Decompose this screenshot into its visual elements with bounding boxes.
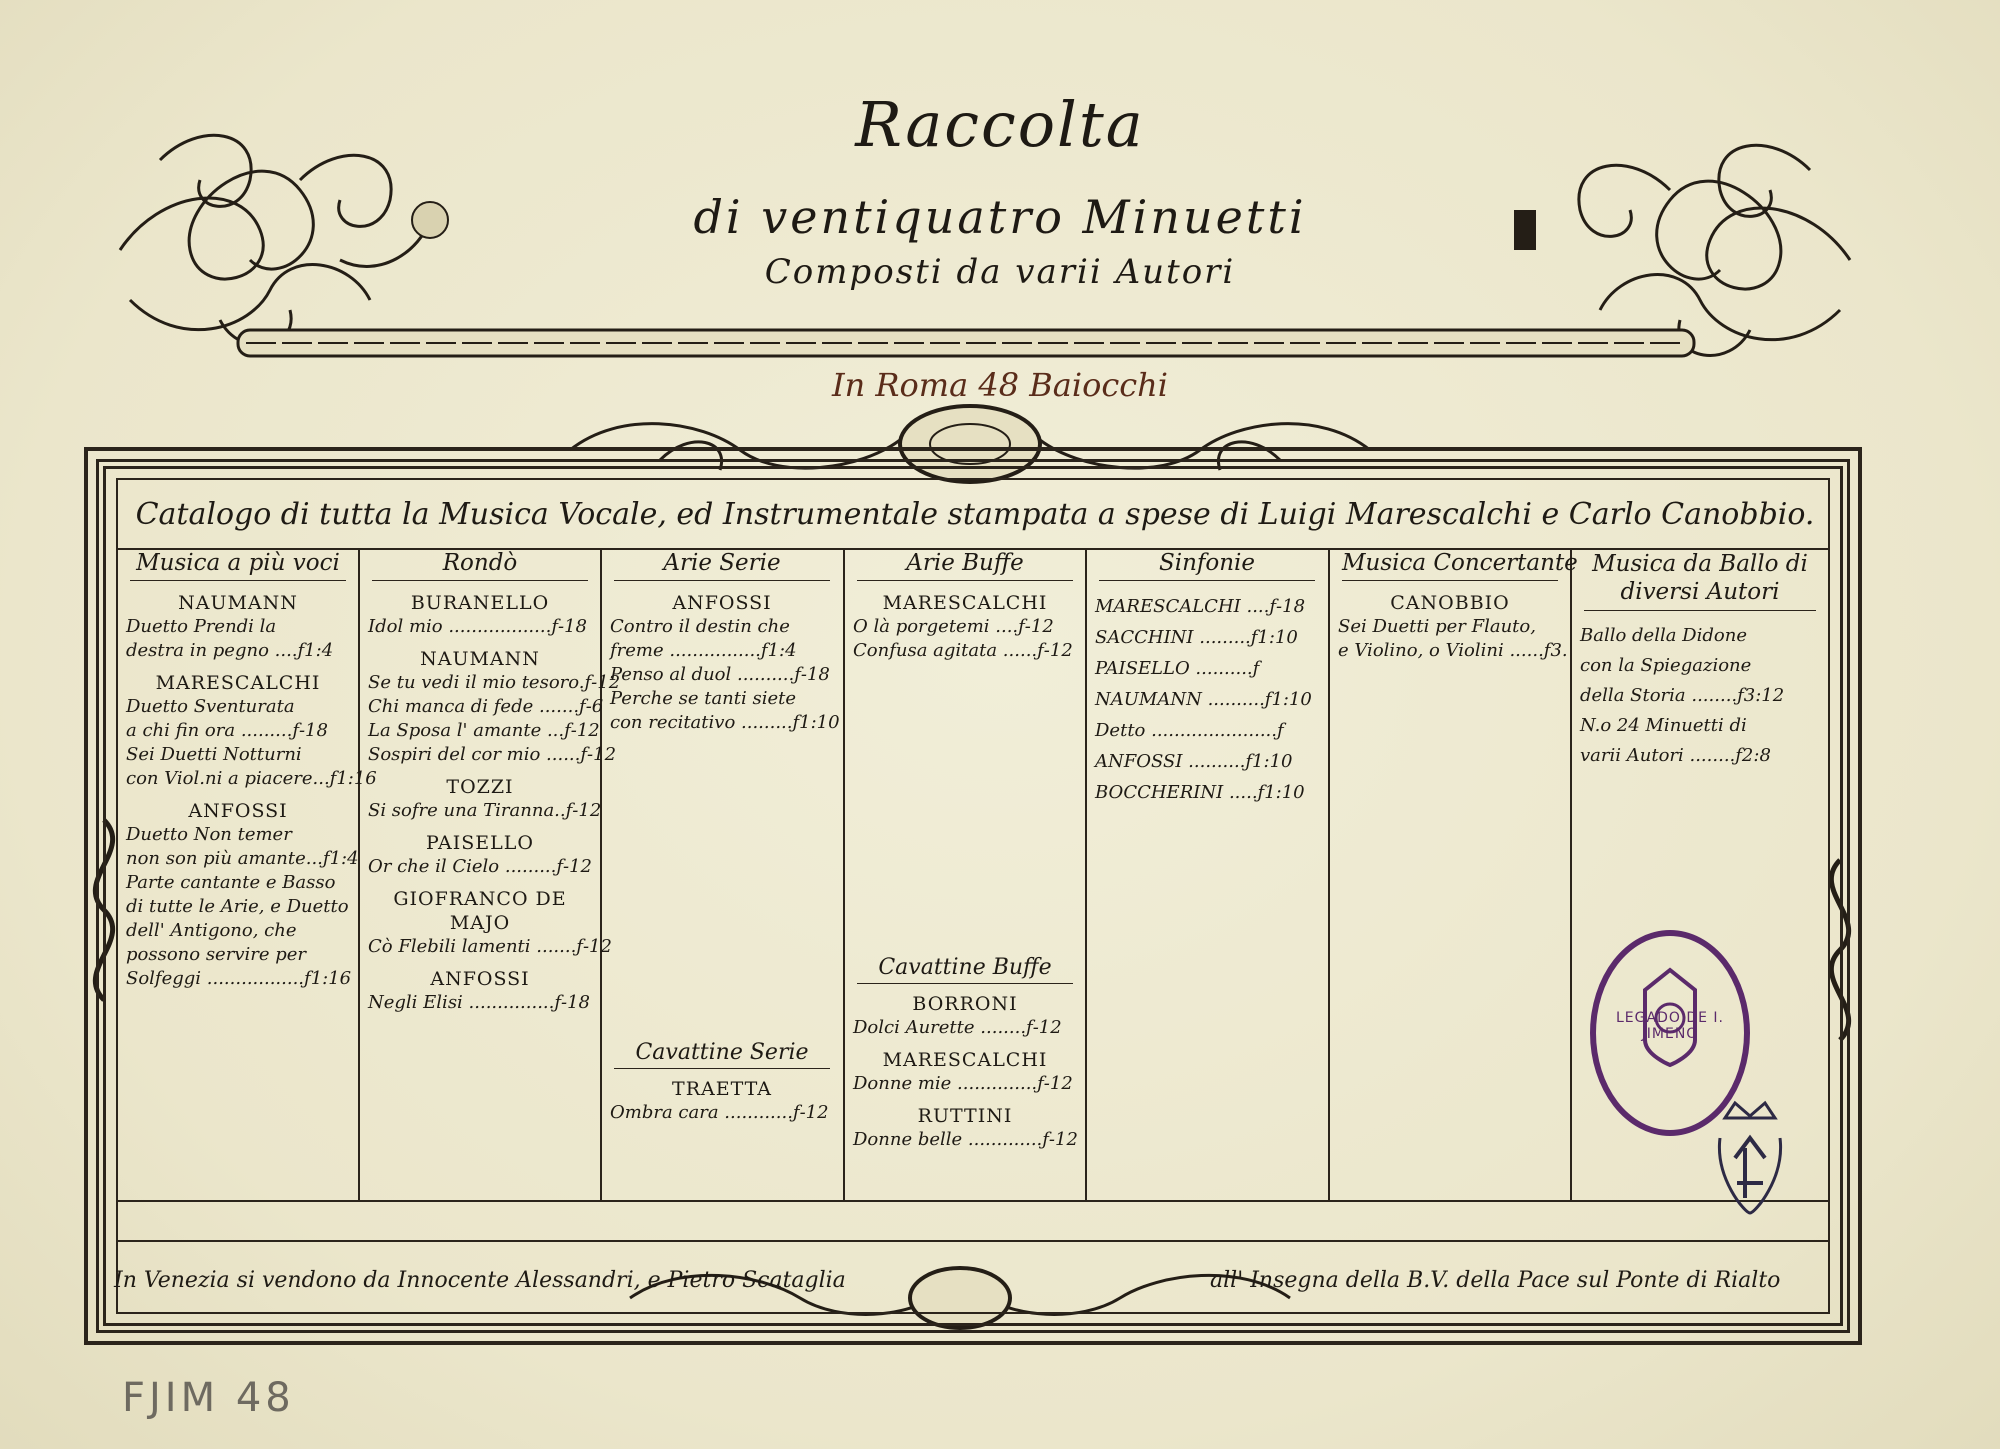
work-entry: O là porgetemi ....ƒ-12 [853, 616, 1054, 637]
work-entry: La Sposa l' amante ...ƒ-12 [368, 720, 600, 741]
work-entry: Duetto Non temer [126, 824, 292, 845]
column-subheader: Cavattine Serie [614, 1040, 830, 1069]
composer-name: ANFOSSI [672, 592, 772, 614]
work-entry: Si sofre una Tiranna..ƒ-12 [368, 800, 602, 821]
work-entry: non son più amante...ƒ1:4 [126, 848, 359, 869]
work-entry: Ballo della Didone [1580, 625, 1747, 646]
catalog-column-sinfonie [1087, 550, 1327, 1200]
catalog-column-arie-buffe [845, 550, 1085, 1200]
page-subtitle: di ventiquatro Minuetti [693, 190, 1307, 244]
column-entries [118, 591, 377, 991]
catalog-column-rondo [360, 550, 621, 1200]
work-entry: di tutte le Arie, e Duetto [126, 896, 349, 917]
column-header: Sinfonie [1099, 550, 1315, 581]
composer-name: BORRONI [912, 993, 1018, 1015]
composer-name: MARESCALCHI [155, 672, 321, 694]
imprint-right: all' Insegna della B.V. della Pace sul Ponte di Rialto [1210, 1268, 1781, 1293]
work-entry: Donne belle .............ƒ-12 [853, 1129, 1078, 1150]
work-entry: Or che il Cielo .........ƒ-12 [368, 856, 593, 877]
catalog-title: Catalogo di tutta la Musica Vocale, ed Instrumentale stampata a spese di Luigi Marescalchi e Carlo Canobbio. [135, 497, 1815, 532]
work-entry: Contro il destin che [610, 616, 790, 637]
composer-name: MARESCALCHI [882, 1049, 1048, 1071]
work-entry: Duetto Prendi la [126, 616, 277, 637]
work-entry: Chi manca di fede .......ƒ-6 [368, 696, 604, 717]
column-entries [1087, 591, 1327, 808]
column-header: Musica da Ballo di diversi Autori [1584, 550, 1816, 611]
work-entry: BOCCHERINI .....ƒ1:10 [1095, 782, 1305, 803]
work-entry: Negli Elisi ...............ƒ-18 [368, 992, 591, 1013]
catalog-column-vocal [118, 550, 377, 1200]
work-entry: Donne mie ..............ƒ-12 [853, 1073, 1073, 1094]
work-entry: Parte cantante e Basso [126, 872, 336, 893]
monogram-stamp-icon [1705, 1098, 1795, 1218]
work-entry: Solfeggi .................ƒ1:16 [126, 968, 352, 989]
work-entry: ANFOSSI ..........ƒ1:10 [1095, 751, 1293, 772]
column-header: Musica Concertante [1342, 550, 1558, 581]
composer-name: NAUMANN [178, 592, 298, 614]
work-entry: MARESCALCHI ....ƒ-18 [1095, 596, 1306, 617]
column-subheader: Cavattine Buffe [857, 955, 1073, 984]
work-entry: NAUMANN ..........ƒ1:10 [1095, 689, 1312, 710]
work-entry: della Storia ........ƒ3:12 [1580, 685, 1785, 706]
column-sub-entries [602, 1077, 842, 1125]
work-entry: varii Autori ........ƒ2:8 [1580, 745, 1771, 766]
work-entry: e Violino, o Violini ......ƒ3. [1338, 640, 1568, 661]
shelfmark-label: FJIM 48 [122, 1375, 295, 1421]
column-sub-entries [845, 992, 1085, 1152]
column-header: Musica a più voci [130, 550, 346, 581]
column-entries [1572, 621, 1828, 771]
composer-name: ANFOSSI [430, 968, 530, 990]
composer-name: BURANELLO [410, 592, 550, 614]
work-entry: possono servire per [126, 944, 306, 965]
column-header: Arie Serie [614, 550, 830, 581]
handwritten-price-note: In Roma 48 Baiocchi [831, 366, 1169, 404]
work-entry: con la Spiegazione [1580, 655, 1752, 676]
composer-name: GIOFRANCO DE MAJO [393, 888, 567, 934]
composer-name: ANFOSSI [188, 800, 288, 822]
work-entry: SACCHINI .........ƒ1:10 [1095, 627, 1298, 648]
work-entry: N.o 24 Minuetti di [1580, 715, 1747, 736]
work-entry: Perche se tanti siete [610, 688, 797, 709]
work-entry: dell' Antigono, che [126, 920, 297, 941]
catalog-column-arie-serie [602, 550, 842, 1200]
page-title: Raccolta [855, 88, 1145, 161]
work-entry: Se tu vedi il mio tesoro.ƒ-12 [368, 672, 621, 693]
composer-name: RUTTINI [917, 1105, 1013, 1127]
work-entry: con recitativo .........ƒ1:10 [610, 712, 840, 733]
title-rule-bar [236, 326, 1696, 360]
work-entry: Cò Flebili lamenti .......ƒ-12 [368, 936, 612, 957]
column-entries [602, 591, 842, 735]
library-stamp-text: LEGADO DE I. JIMENO [1616, 1010, 1724, 1042]
work-entry: PAISELLO ..........ƒ [1095, 658, 1260, 679]
composer-name: CANOBBIO [1390, 592, 1510, 614]
work-entry: Idol mio ..................ƒ-18 [368, 616, 587, 637]
column-entries [360, 591, 621, 1015]
work-entry: Sospiri del cor mio ......ƒ-12 [368, 744, 617, 765]
column-header: Arie Buffe [857, 550, 1073, 581]
work-entry: Detto ......................ƒ [1095, 720, 1284, 741]
work-entry: Ombra cara ............ƒ-12 [610, 1102, 829, 1123]
imprint-left: In Venezia si vendono da Innocente Alessandri, e Pietro Scataglia [114, 1268, 846, 1293]
work-entry: Confusa agitata ......ƒ-12 [853, 640, 1073, 661]
column-header: Rondò [372, 550, 588, 581]
work-entry: con Viol.ni a piacere...ƒ1:16 [126, 768, 377, 789]
composer-name: TOZZI [446, 776, 514, 798]
work-entry: destra in pegno ....ƒ1:4 [126, 640, 334, 661]
work-entry: Dolci Aurette ........ƒ-12 [853, 1017, 1062, 1038]
composer-name: MARESCALCHI [882, 592, 1048, 614]
catalog-bottom-rule [116, 1200, 1830, 1202]
page-subtitle-secondary: Composti da varii Autori [764, 252, 1236, 292]
work-entry: freme ................ƒ1:4 [610, 640, 797, 661]
catalog-column-concertante [1330, 550, 1578, 1200]
column-entries [845, 591, 1085, 663]
work-entry: a chi fin ora .........ƒ-18 [126, 720, 328, 741]
work-entry: Sei Duetti per Flauto, [1338, 616, 1536, 637]
column-entries [1330, 591, 1570, 663]
work-entry: Sei Duetti Notturni [126, 744, 302, 765]
composer-name: NAUMANN [420, 648, 540, 670]
work-entry: Penso al duol ..........ƒ-18 [610, 664, 830, 685]
composer-name: TRAETTA [672, 1078, 772, 1100]
work-entry: Duetto Sventurata [126, 696, 295, 717]
footer-top-rule [116, 1240, 1830, 1242]
composer-name: PAISELLO [426, 832, 534, 854]
